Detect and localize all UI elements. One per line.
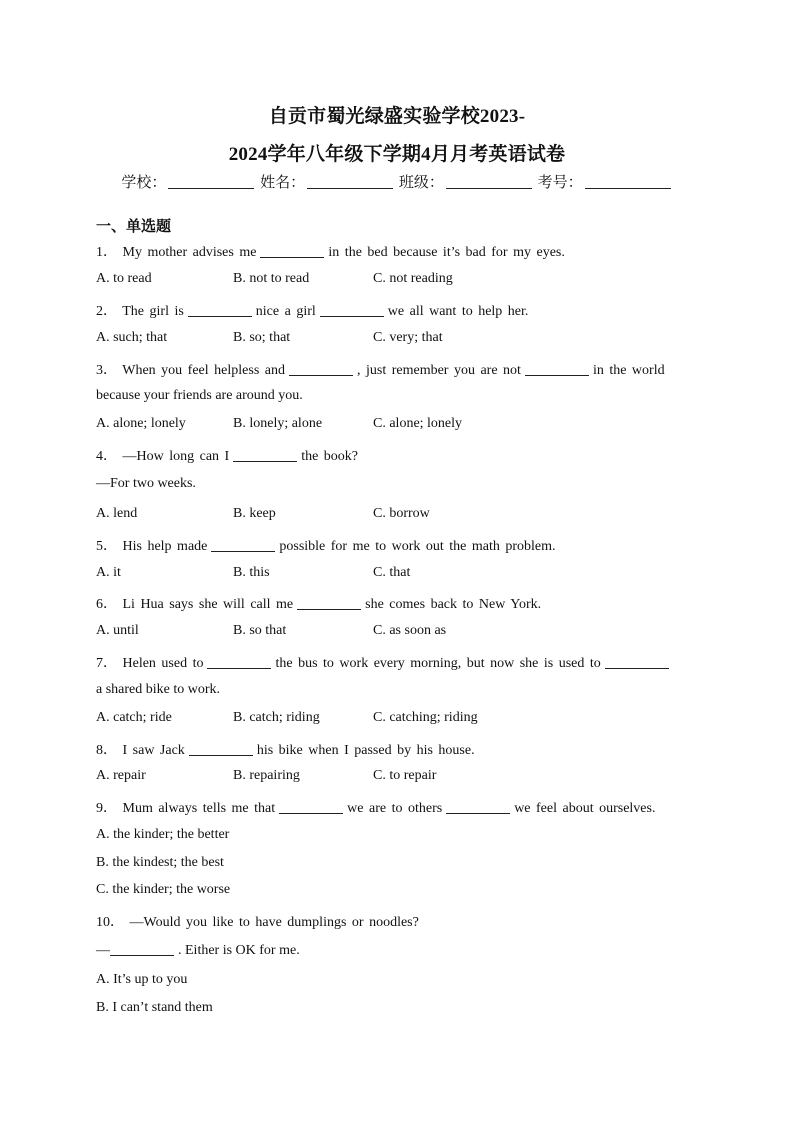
option-a[interactable]: A. alone; lonely bbox=[96, 416, 186, 431]
option-a[interactable]: A. to read bbox=[96, 271, 152, 286]
option-a[interactable]: A. the kinder; the better bbox=[96, 827, 230, 842]
question-5 bbox=[96, 535, 556, 555]
answer-blank[interactable] bbox=[188, 303, 252, 317]
question-text: Helen used to bbox=[122, 656, 204, 671]
question-number: 8． bbox=[96, 743, 117, 758]
option-c[interactable]: C. that bbox=[373, 565, 411, 580]
option-a[interactable]: A. it bbox=[96, 565, 121, 580]
answer-blank[interactable] bbox=[110, 942, 174, 956]
question-text: When you feel helpless and bbox=[122, 363, 285, 378]
question-text: we feel about ourselves. bbox=[514, 801, 656, 816]
question-number: 7． bbox=[96, 656, 117, 671]
question-text: his bike when I passed by his house. bbox=[256, 743, 475, 758]
school-blank[interactable] bbox=[168, 174, 254, 189]
answer-blank[interactable] bbox=[207, 655, 271, 669]
question-text: Mum always tells me that bbox=[122, 801, 276, 816]
question-text: possible for me to work out the math problem. bbox=[279, 539, 556, 554]
exam-title-line1: 自贡市蜀光绿盛实验学校2023- bbox=[268, 106, 526, 127]
question-text: —Would you like to have dumplings or noodles? bbox=[129, 915, 419, 930]
option-c[interactable]: C. alone; lonely bbox=[373, 416, 463, 431]
answer-blank[interactable] bbox=[279, 800, 343, 814]
answer-blank[interactable] bbox=[605, 655, 669, 669]
dash: — bbox=[96, 943, 110, 958]
option-c[interactable]: C. the kinder; the worse bbox=[96, 882, 231, 897]
question-text: His help made bbox=[122, 539, 208, 554]
question-7 bbox=[96, 652, 673, 672]
option-b[interactable]: B. so; that bbox=[233, 330, 291, 345]
exam-number-label: 考号： bbox=[537, 175, 583, 191]
option-c[interactable]: C. catching; riding bbox=[373, 710, 478, 725]
option-b[interactable]: B. so that bbox=[233, 623, 287, 638]
question-text: My mother advises me bbox=[122, 245, 257, 260]
question-text: The girl is bbox=[122, 304, 184, 319]
option-a[interactable]: A. lend bbox=[96, 506, 138, 521]
option-c[interactable]: C. borrow bbox=[373, 506, 430, 521]
option-a[interactable]: A. such; that bbox=[96, 330, 168, 345]
question-text: I saw Jack bbox=[122, 743, 185, 758]
question-4-continued: —For two weeks. bbox=[96, 476, 196, 491]
question-number: 1． bbox=[96, 245, 117, 260]
question-3-continued: because your friends are around you. bbox=[96, 388, 303, 403]
option-b[interactable]: B. repairing bbox=[233, 768, 300, 783]
question-number: 9． bbox=[96, 801, 117, 816]
option-b[interactable]: B. the kindest; the best bbox=[96, 855, 224, 870]
option-b[interactable]: B. keep bbox=[233, 506, 276, 521]
option-c[interactable]: C. as soon as bbox=[373, 623, 447, 638]
question-1 bbox=[96, 241, 565, 261]
question-4 bbox=[96, 445, 358, 465]
question-text: —How long can I bbox=[122, 449, 230, 464]
question-text: in the bed because it’s bad for my eyes. bbox=[328, 245, 565, 260]
answer-blank[interactable] bbox=[289, 362, 353, 376]
question-9 bbox=[96, 797, 655, 817]
question-number: 5． bbox=[96, 539, 117, 554]
answer-blank[interactable] bbox=[211, 538, 275, 552]
question-text: we all want to help her. bbox=[387, 304, 529, 319]
answer-blank[interactable] bbox=[260, 244, 324, 258]
answer-blank[interactable] bbox=[297, 596, 361, 610]
answer-blank[interactable] bbox=[446, 800, 510, 814]
question-text: nice a girl bbox=[255, 304, 316, 319]
option-a[interactable]: A. catch; ride bbox=[96, 710, 172, 725]
question-text: , just remember you are not bbox=[356, 363, 521, 378]
option-c[interactable]: C. to repair bbox=[373, 768, 437, 783]
question-7-continued: a shared bike to work. bbox=[96, 682, 221, 697]
option-a[interactable]: A. repair bbox=[96, 768, 146, 783]
option-b[interactable]: B. not to read bbox=[233, 271, 310, 286]
question-8 bbox=[96, 739, 475, 759]
answer-blank[interactable] bbox=[525, 362, 589, 376]
option-c[interactable]: C. very; that bbox=[373, 330, 443, 345]
option-b[interactable]: B. catch; riding bbox=[233, 710, 320, 725]
name-label: 姓名： bbox=[260, 175, 306, 191]
question-text: we are to others bbox=[347, 801, 443, 816]
question-text: she comes back to New York. bbox=[365, 597, 542, 612]
question-text: . Either is OK for me. bbox=[178, 943, 300, 958]
question-10 bbox=[96, 911, 419, 931]
section-title: 一、单选题 bbox=[96, 219, 172, 235]
question-10-continued bbox=[96, 942, 300, 959]
question-text: the bus to work every morning, but now she is used to bbox=[275, 656, 601, 671]
name-blank[interactable] bbox=[307, 174, 393, 189]
answer-blank[interactable] bbox=[189, 742, 253, 756]
question-text: Li Hua says she will call me bbox=[122, 597, 294, 612]
question-6 bbox=[96, 593, 541, 613]
option-c[interactable]: C. not reading bbox=[373, 271, 453, 286]
question-number: 3． bbox=[96, 363, 117, 378]
question-number: 4． bbox=[96, 449, 117, 464]
class-blank[interactable] bbox=[446, 174, 532, 189]
question-text: in the world bbox=[592, 363, 665, 378]
option-b[interactable]: B. lonely; alone bbox=[233, 416, 323, 431]
option-b[interactable]: B. this bbox=[233, 565, 270, 580]
school-label: 学校： bbox=[121, 175, 167, 191]
question-number: 10． bbox=[96, 915, 124, 930]
class-label: 班级： bbox=[398, 175, 444, 191]
option-a[interactable]: A. until bbox=[96, 623, 139, 638]
option-b[interactable]: B. I can’t stand them bbox=[96, 1000, 213, 1015]
answer-blank[interactable] bbox=[320, 303, 384, 317]
question-2 bbox=[96, 300, 528, 320]
question-number: 6． bbox=[96, 597, 117, 612]
question-number: 2． bbox=[96, 304, 117, 319]
option-a[interactable]: A. It’s up to you bbox=[96, 972, 188, 987]
question-text: the book? bbox=[301, 449, 359, 464]
exam-number-blank[interactable] bbox=[585, 174, 671, 189]
exam-title-line2: 2024学年八年级下学期4月月考英语试卷 bbox=[228, 144, 566, 165]
student-info-row bbox=[0, 171, 794, 192]
answer-blank[interactable] bbox=[233, 448, 297, 462]
question-3 bbox=[96, 359, 665, 379]
